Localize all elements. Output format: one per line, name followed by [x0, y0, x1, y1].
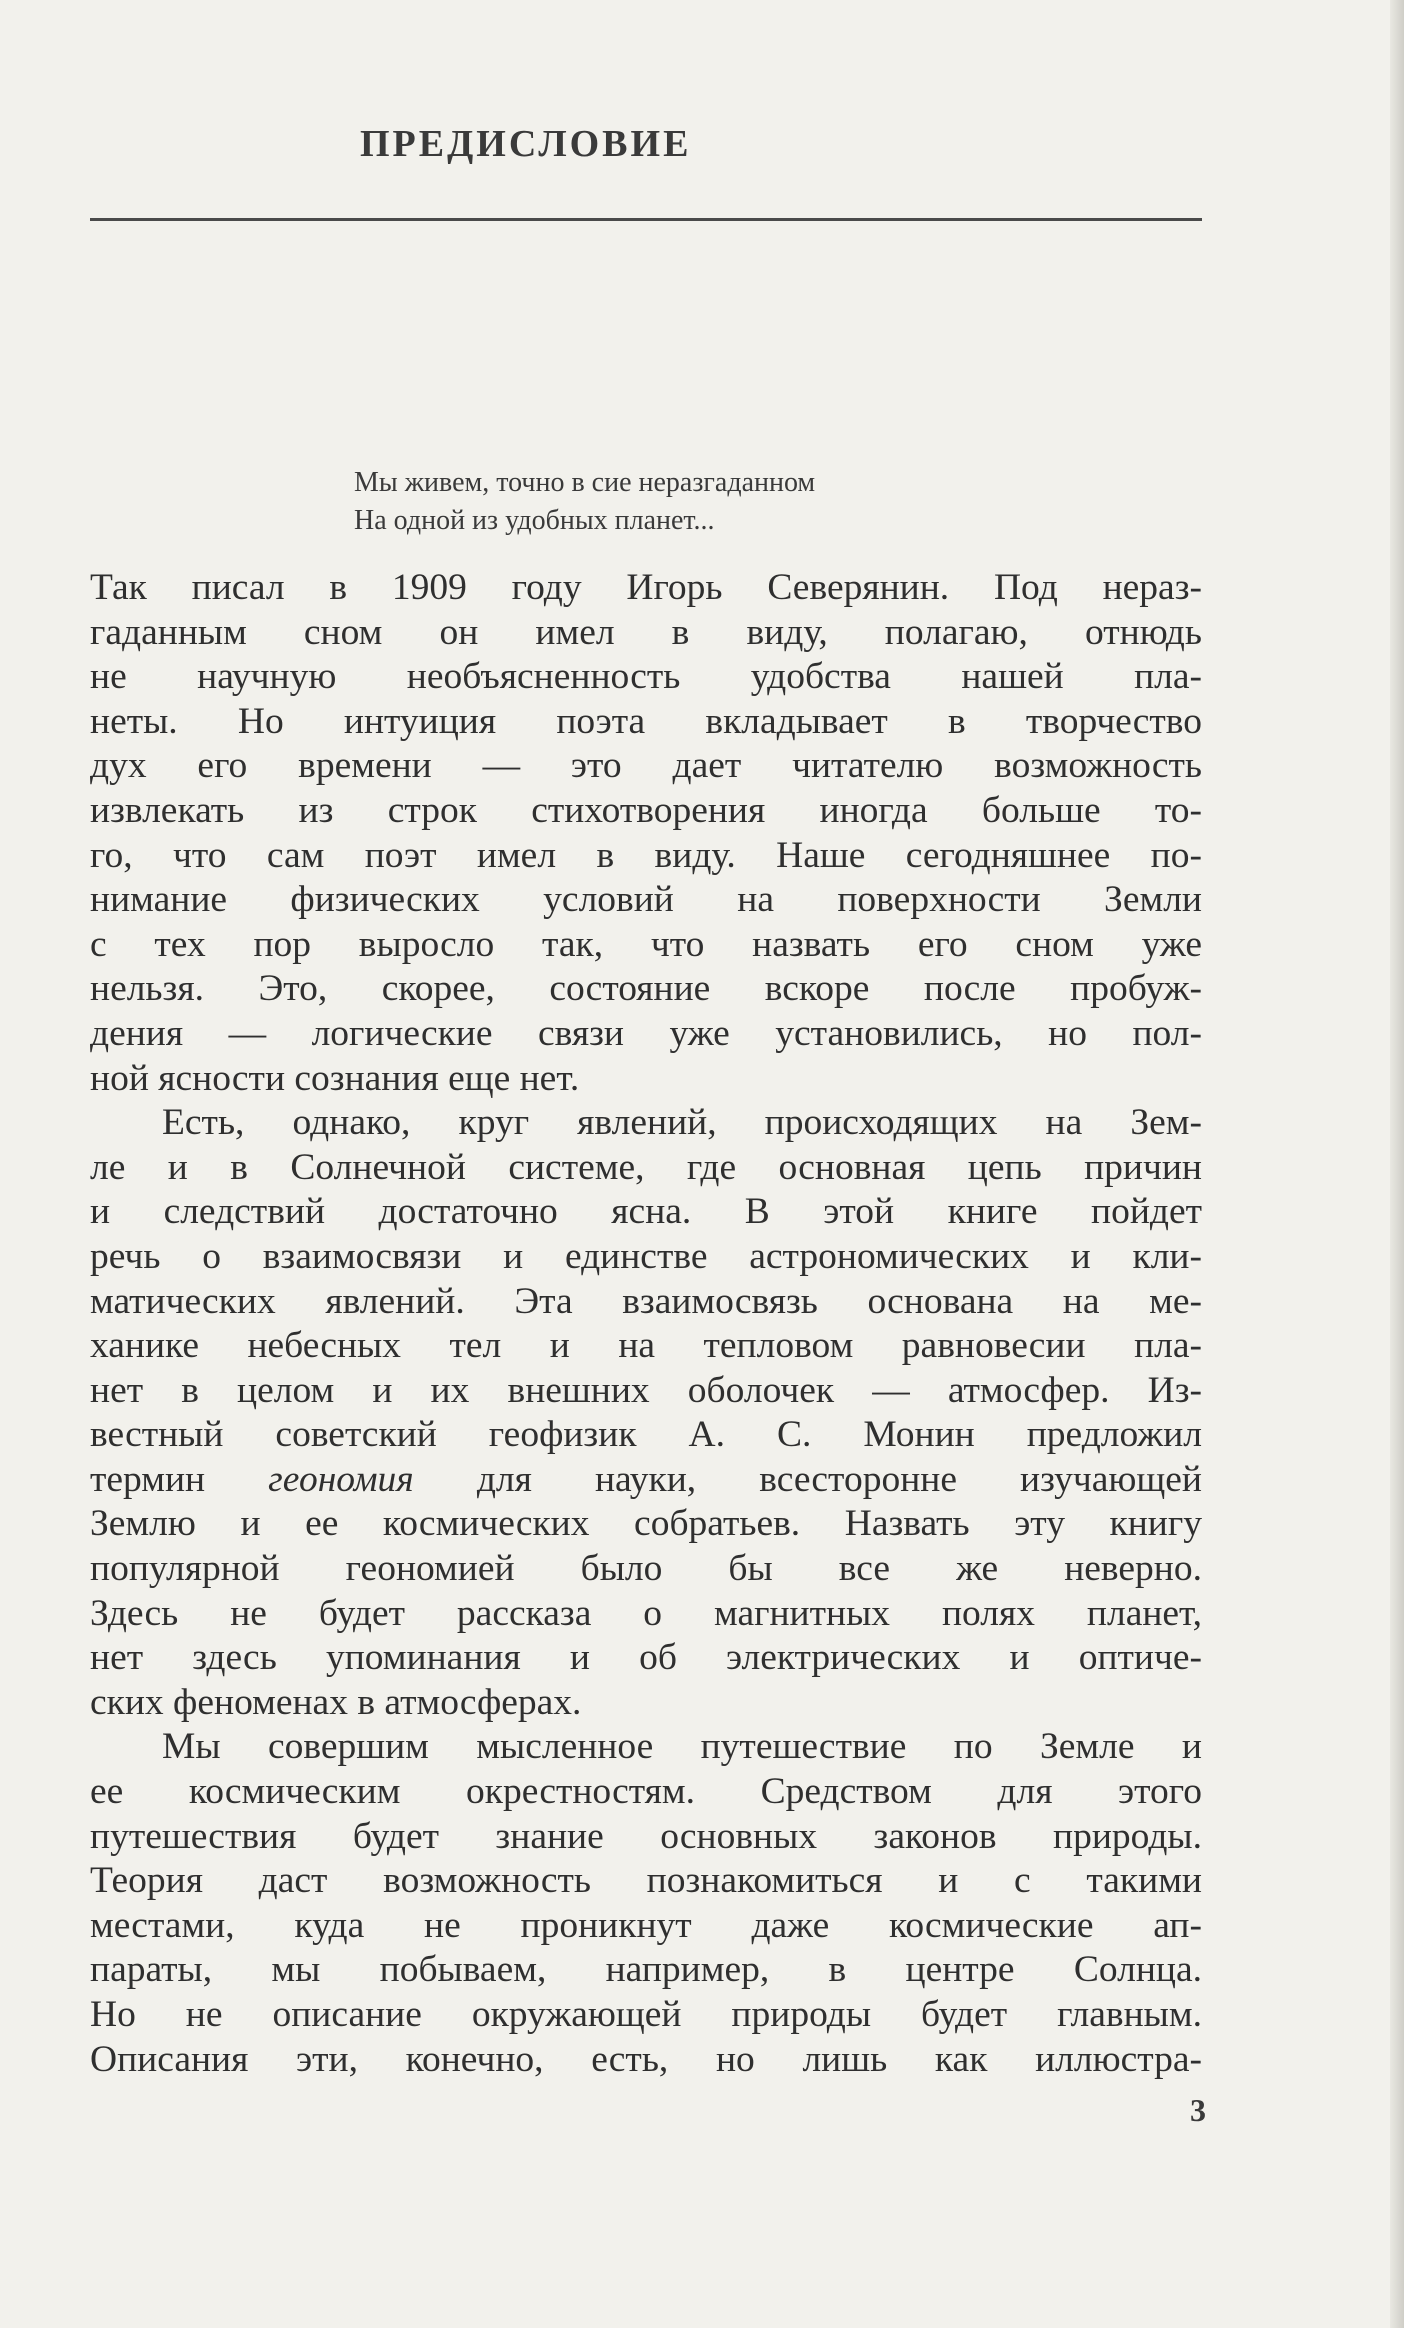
- page-edge: [1390, 0, 1404, 2328]
- epigraph-line: Мы живем, точно в сие неразгаданном: [354, 467, 816, 498]
- text-fragment: для науки, всесторонне изучающей: [476, 1458, 1203, 1500]
- text-line: нет в целом и их внешних оболочек — атмосфер. Из-: [90, 1369, 1202, 1411]
- paragraph-1: [90, 566, 1202, 1101]
- text-line: параты, мы побываем, например, в центре Солнца.: [90, 1949, 1202, 1991]
- epigraph-line: На одной из удобных планет...: [354, 505, 715, 536]
- text-fragment: термин: [90, 1458, 206, 1500]
- text-line: неты. Но интуиция поэта вкладывает в творчество: [90, 700, 1202, 742]
- text-line: ле и в Солнечной системе, где основная цепь причин: [90, 1146, 1202, 1188]
- text-line: и следствий достаточно ясна. В этой книге пойдет: [90, 1191, 1202, 1233]
- text-line: ханике небесных тел и на тепловом равновесии пла-: [90, 1325, 1202, 1367]
- text-line: нельзя. Это, скорее, состояние вскоре после пробуж-: [90, 968, 1202, 1010]
- paragraph-2: [90, 1101, 1202, 1725]
- text-line: вестный советский геофизик А. С. Монин предложил: [90, 1414, 1202, 1456]
- term-geonomia: геономия: [268, 1458, 414, 1500]
- text-line: Есть, однако, круг явлений, происходящих на Зем-: [162, 1102, 1202, 1144]
- title-rule: [90, 218, 1202, 221]
- paragraph-3: [90, 1725, 1202, 2082]
- text-line: нимание физических условий на поверхности Земли: [90, 879, 1202, 921]
- text-line: речь о взаимосвязи и единстве астрономических и кли-: [90, 1235, 1202, 1277]
- page-title: ПРЕДИСЛОВИЕ: [360, 123, 692, 165]
- text-line: ских феноменах в атмосферах.: [90, 1681, 582, 1723]
- text-line: матических явлений. Эта взаимосвязь основана на ме-: [90, 1280, 1202, 1322]
- text-line: дух его времени — это дает читателю возможность: [90, 745, 1202, 787]
- text-line: путешествия будет знание основных законов природы.: [90, 1815, 1202, 1857]
- text-line: ной ясности сознания еще нет.: [90, 1057, 580, 1099]
- text-line: гаданным сном он имел в виду, полагаю, отнюдь: [90, 611, 1202, 653]
- text-line: го, что сам поэт имел в виду. Наше сегодняшнее по-: [90, 834, 1202, 876]
- text-line: популярной геономией было бы все же неверно.: [90, 1548, 1202, 1590]
- page-number: 3: [1190, 2092, 1206, 2128]
- text-line: Землю и ее космических собратьев. Назвать эту книгу: [90, 1503, 1202, 1545]
- epigraph: [354, 464, 815, 540]
- text-line: дения — логические связи уже установились, но пол-: [90, 1012, 1202, 1054]
- text-line: нет здесь упоминания и об электрических и оптиче-: [90, 1637, 1202, 1679]
- text-line: ее космическим окрестностям. Средством для этого: [90, 1771, 1202, 1813]
- text-line: Теория даст возможность познакомиться и с такими: [90, 1860, 1202, 1902]
- text-line: Так писал в 1909 году Игорь Северянин. Под нераз-: [90, 567, 1202, 608]
- text-line: с тех пор выросло так, что назвать его сном уже: [90, 923, 1202, 965]
- text-line: Здесь не будет рассказа о магнитных полях планет,: [90, 1592, 1202, 1634]
- text-line: местами, куда не проникнут даже космические ап-: [90, 1904, 1202, 1946]
- text-line: Описания эти, конечно, есть, но лишь как иллюстра-: [90, 2038, 1202, 2080]
- text-line: Но не описание окружающей природы будет главным.: [90, 1994, 1202, 2035]
- text-line-with-term: [90, 1458, 1202, 1503]
- text-line: Мы совершим мысленное путешествие по Земле и: [162, 1726, 1202, 1768]
- text-line: извлекать из строк стихотворения иногда больше то-: [90, 789, 1202, 831]
- text-line: не научную необъясненность удобства нашей пла-: [90, 656, 1202, 698]
- body-text: [90, 566, 1202, 2082]
